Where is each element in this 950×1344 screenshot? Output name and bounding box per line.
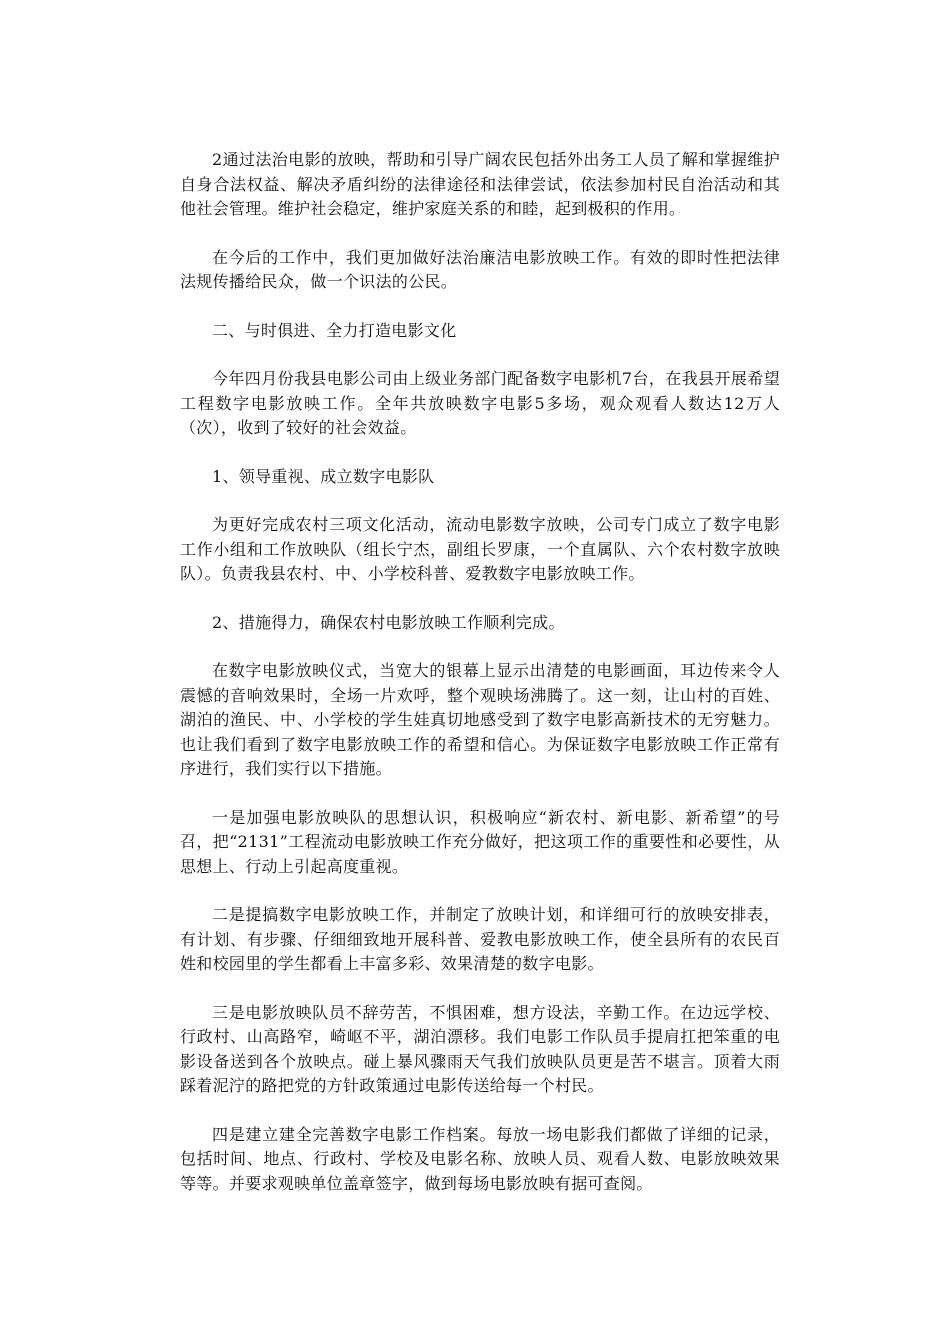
paragraph-measure-4: 四是建立建全完善数字电影工作档案。每放一场电影我们都做了详细的记录，包括时间、地点、行政村、学校及电影名称、放映人员、观看人数、电影放映效果等等。并要求观映单位盖章签字，做到每场电影放映有据可查阅。 bbox=[180, 1124, 780, 1193]
subheading-1: 1、领导重视、成立数字电影队 bbox=[212, 466, 435, 486]
section-heading-2: 二、与时俱进、全力打造电影文化 bbox=[212, 320, 457, 340]
subheading-2: 2、措施得力，确保农村电影放映工作顺利完成。 bbox=[212, 612, 565, 632]
paragraph-film-team: 为更好完成农村三项文化活动，流动电影数字放映，公司专门成立了数字电影工作小组和工作放映队（组长宁杰，副组长罗康，一个直属队、六个农村数字放映队）。负责我县农村、中、小学校科普、爱教数字电影放映工作。 bbox=[180, 515, 780, 583]
paragraph-future-work: 在今后的工作中，我们更加做好法治廉洁电影放映工作。有效的即时性把法律法规传播给民众，做一个识法的公民。 bbox=[180, 247, 780, 291]
paragraph-screening-ceremony: 在数字电影放映仪式，当宽大的银幕上显示出清楚的电影画面，耳边传来令人震憾的音响效果时，全场一片欢呼，整个观映场沸腾了。这一刻，让山村的百姓、湖泊的渔民、中、小学校的学生娃真切地感受到了数字电影高新技术的无穷魅力。也让我们看到了数字电影放映工作的希望和信心。为保证数字电影放映工作正常有序进行，我们实行以下措施。 bbox=[180, 661, 780, 778]
paragraph-measure-3: 三是电影放映队员不辞劳苦，不惧困难，想方设法，辛勤工作。在边远学校、行政村、山高路窄，崎岖不平，湖泊漂移。我们电影工作队员手提肩扛把笨重的电影设备送到各个放映点。碰上暴风骤雨天气我们放映队员更是苦不堪言。顶着大雨踩着泥泞的路把党的方针政策通过电影传送给每一个村民。 bbox=[180, 1002, 780, 1095]
paragraph-measure-1: 一是加强电影放映队的思想认识，积极响应“新农村、新电影、新希望”的号召，把“2131”工程流动电影放映工作充分做好，把这项工作的重要性和必要性，从思想上、行动上引起高度重视。 bbox=[180, 807, 780, 876]
paragraph-measure-2: 二是提搞数字电影放映工作，并制定了放映计划，和详细可行的放映安排表，有计划、有步骤、仔细细致地开展科普、爱教电影放映工作，使全县所有的农民百姓和校园里的学生都看上丰富多彩、效果清楚的数字电影。 bbox=[180, 905, 780, 973]
document-page bbox=[180, 148, 780, 1220]
paragraph-digital-film-overview: 今年四月份我县电影公司由上级业务部门配备数字电影机7台，在我县开展希望工程数字电影放映工作。全年共放映数字电影5多场，观众观看人数达12万人（次），收到了较好的社会效益。 bbox=[180, 369, 780, 437]
paragraph-legal-film-benefits: 2通过法治电影的放映，帮助和引导广阔农民包括外出务工人员了解和掌握维护自身合法权益、解决矛盾纠纷的法律途径和法律尝试，依法参加村民自治活动和其他社会管理。维护社会稳定，维护家庭关系的和睦，起到极积的作用。 bbox=[180, 150, 780, 218]
